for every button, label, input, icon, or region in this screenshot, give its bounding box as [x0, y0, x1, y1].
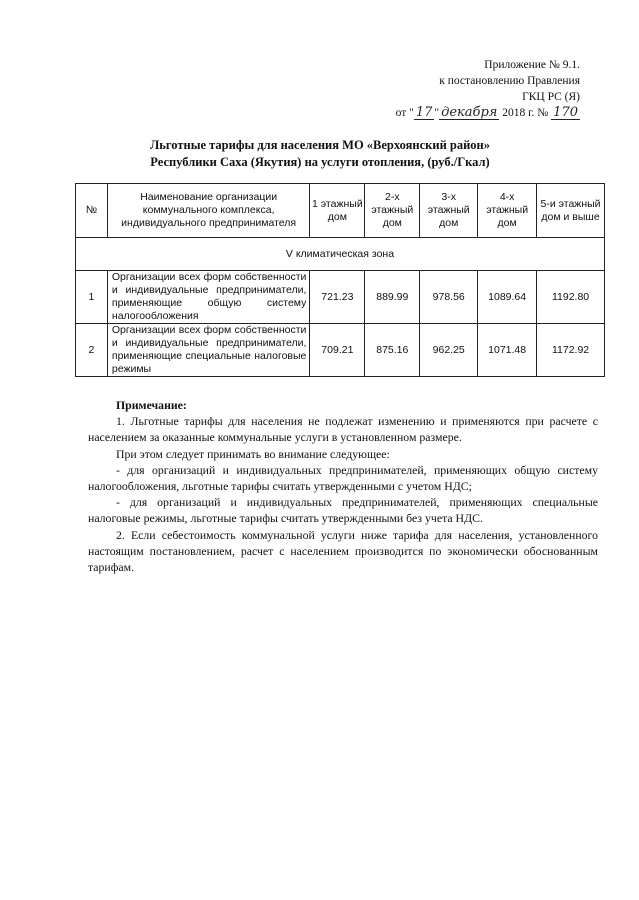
header-num: №: [76, 184, 108, 238]
table-header-row: [76, 184, 605, 238]
header-1-floor: 1 этажный дом: [310, 184, 365, 238]
tariff-table: [75, 183, 605, 377]
note-paragraph-2: При этом следует принимать во внимание следующее:: [116, 446, 390, 461]
row-value-1: 709.21: [310, 324, 365, 377]
row-value-3: 962.25: [420, 324, 478, 377]
row-org-name: Организации всех форм собственности и индивидуальные предприниматели, применяющие специальные налоговые режимы: [107, 324, 310, 377]
document-title: [40, 137, 600, 171]
table-row: [76, 324, 605, 377]
date-prefix: от ": [395, 107, 414, 119]
header-2-floor: 2-х этажный дом: [365, 184, 420, 238]
zone-row: [76, 238, 605, 271]
row-num: 1: [76, 271, 108, 324]
row-value-3: 978.56: [420, 271, 478, 324]
appendix-header: [380, 57, 580, 121]
row-value-2: 889.99: [365, 271, 420, 324]
date-month: декабря: [441, 105, 498, 120]
appendix-line-1: Приложение № 9.1.: [484, 59, 580, 71]
date-year: 2018 г. №: [502, 107, 549, 119]
note-paragraph-5: 2. Если себестоимость коммунальной услуги ниже тарифа для населения, установленного настоящим постановлением, расчет с населением производится по экономически обоснованным тарифам.: [88, 527, 598, 575]
row-org-name: Организации всех форм собственности и индивидуальные предприниматели, применяющие общую систему налогообложения: [107, 271, 310, 324]
date-separator: ": [434, 107, 440, 119]
document-number: 170: [553, 105, 578, 120]
table-row: [76, 271, 605, 324]
note-paragraph-4: - для организаций и индивидуальных предпринимателей, применяющих специальные налоговые режимы, льготные тарифы считать утвержденными без учета НДС.: [88, 495, 598, 526]
title-line-2: Республики Саха (Якутия) на услуги отопления, (руб./Гкал): [150, 155, 490, 169]
row-value-1: 721.23: [310, 271, 365, 324]
row-value-2: 875.16: [365, 324, 420, 377]
header-5-floor: 5-и этажный дом и выше: [537, 184, 605, 238]
note-paragraph-3: - для организаций и индивидуальных предпринимателей, применяющих общую систему налогообложения, льготные тарифы считать утвержденными с учетом НДС;: [88, 462, 598, 494]
note-paragraph-1: 1. Льготные тарифы для населения не подлежат изменению и применяются при расчете с населением за оказанные коммунальные услуги в установленном размере.: [88, 414, 598, 445]
date-day: 17: [415, 105, 433, 120]
climate-zone: V климатическая зона: [76, 238, 605, 271]
header-3-floor: 3-х этажный дом: [420, 184, 478, 238]
header-name: Наименование организации коммунального комплекса, индивидуального предпринимателя: [107, 184, 310, 238]
appendix-date-line: [380, 105, 580, 121]
appendix-line-3: ГКЦ РС (Я): [522, 91, 580, 103]
notes-section: [88, 397, 598, 575]
title-line-1: Льготные тарифы для населения МО «Верхоянский район»: [149, 138, 491, 152]
row-value-5: 1192.80: [537, 271, 605, 324]
notes-heading: Примечание:: [116, 398, 187, 412]
row-num: 2: [76, 324, 108, 377]
header-4-floor: 4-х этажный дом: [478, 184, 537, 238]
row-value-5: 1172.92: [537, 324, 605, 377]
appendix-line-2: к постановлению Правления: [439, 75, 580, 87]
row-value-4: 1089.64: [478, 271, 537, 324]
row-value-4: 1071.48: [478, 324, 537, 377]
